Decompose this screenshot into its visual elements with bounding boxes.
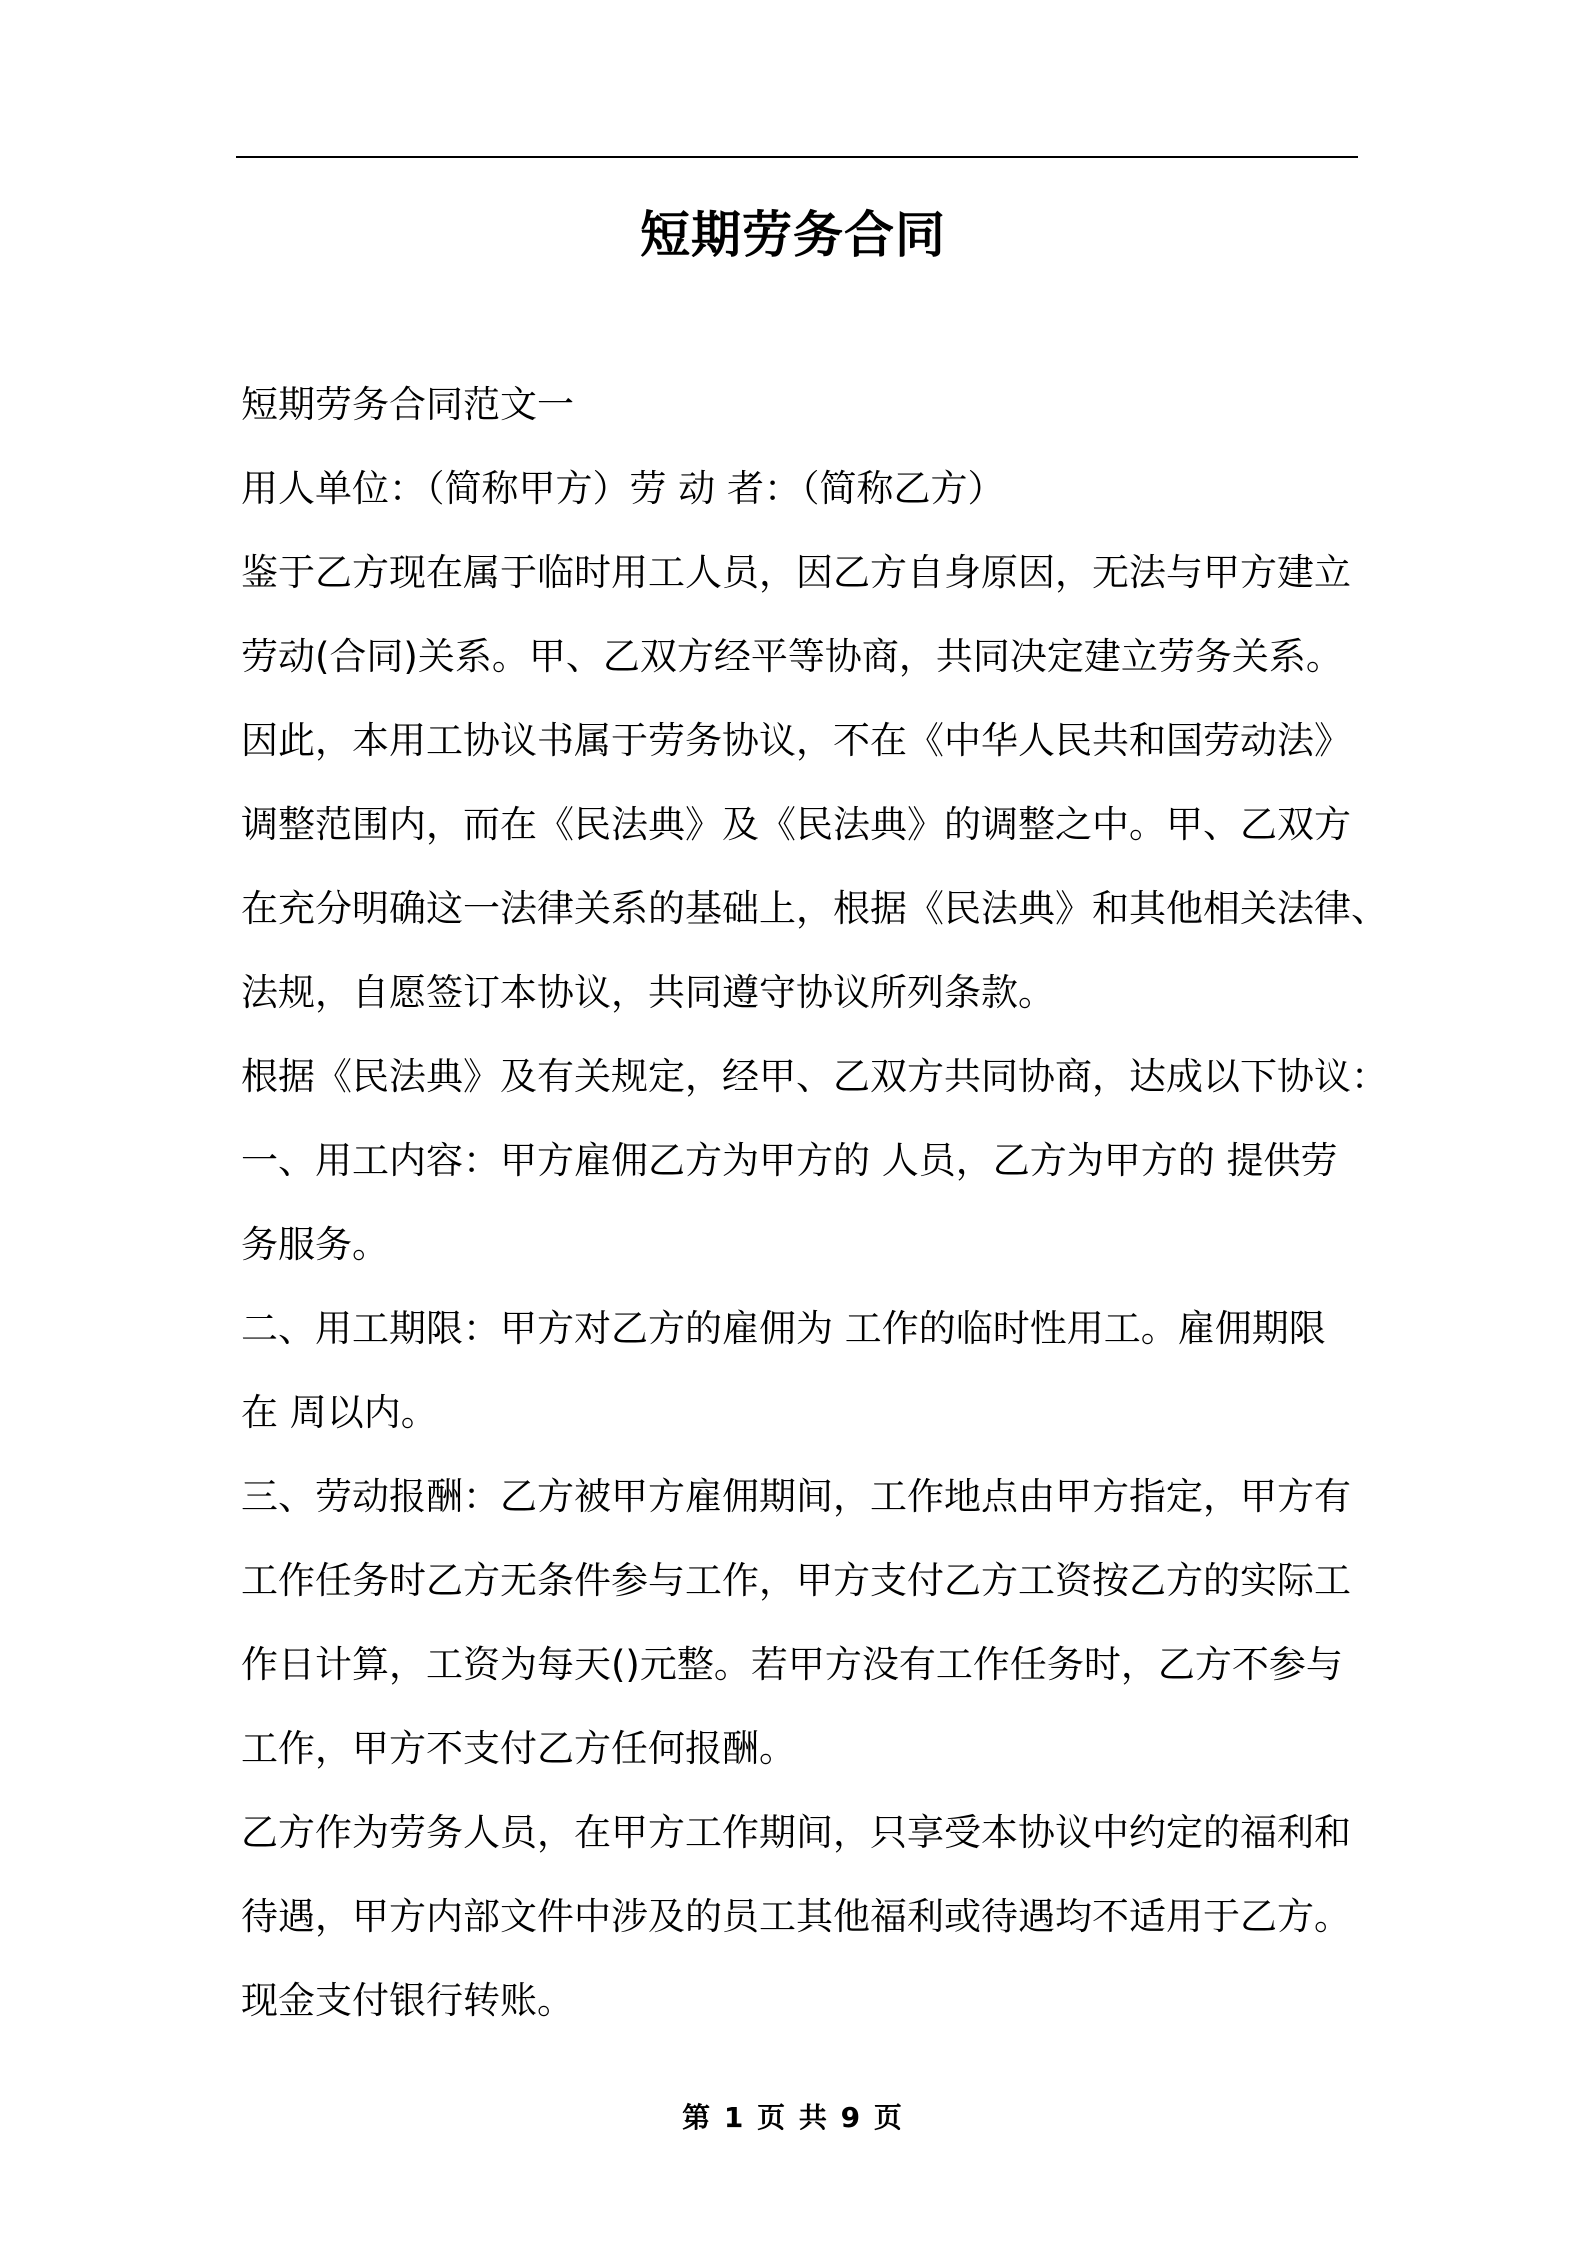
document-title: 短期劳务合同 xyxy=(640,206,946,264)
body-line: 因此，本用工协议书属于劳务协议，不在《中华人民共和国劳动法》 xyxy=(241,719,1351,762)
page-number: 第 1 页 共 9 页 xyxy=(682,2101,904,2134)
body-line: 劳动(合同)关系。甲、乙双方经平等协商，共同决定建立劳务关系。 xyxy=(241,635,1343,678)
body-line: 鉴于乙方现在属于临时用工人员，因乙方自身原因，无法与甲方建立 xyxy=(241,551,1351,594)
body-line: 用人单位：（简称甲方）劳 动 者：（简称乙方） xyxy=(241,467,1005,510)
document-body xyxy=(241,363,1388,2043)
body-line: 作日计算，工资为每天()元整。若甲方没有工作任务时，乙方不参与 xyxy=(241,1643,1343,1686)
body-line: 工作任务时乙方无条件参与工作，甲方支付乙方工资按乙方的实际工 xyxy=(241,1559,1351,1602)
body-line: 调整范围内，而在《民法典》及《民法典》的调整之中。甲、乙双方 xyxy=(241,803,1351,846)
header-rule xyxy=(236,156,1358,158)
body-line: 待遇，甲方内部文件中涉及的员工其他福利或待遇均不适用于乙方。 xyxy=(241,1895,1351,1938)
body-line: 二、用工期限：甲方对乙方的雇佣为 工作的临时性用工。雇佣期限 xyxy=(241,1307,1326,1350)
body-line: 在 周以内。 xyxy=(241,1391,438,1434)
body-line: 三、劳动报酬：乙方被甲方雇佣期间，工作地点由甲方指定，甲方有 xyxy=(241,1475,1351,1518)
body-line: 务服务。 xyxy=(241,1223,389,1266)
body-line: 在充分明确这一法律关系的基础上，根据《民法典》和其他相关法律、 xyxy=(241,887,1388,930)
body-line: 乙方作为劳务人员，在甲方工作期间，只享受本协议中约定的福利和 xyxy=(241,1811,1351,1854)
body-line: 法规，自愿签订本协议，共同遵守协议所列条款。 xyxy=(241,971,1055,1014)
body-line: 工作，甲方不支付乙方任何报酬。 xyxy=(241,1727,796,1770)
body-line: 短期劳务合同范文一 xyxy=(241,383,574,426)
body-line: 现金支付银行转账。 xyxy=(241,1979,574,2022)
body-line: 一、用工内容：甲方雇佣乙方为甲方的 人员，乙方为甲方的 提供劳 xyxy=(241,1139,1338,1182)
body-line: 根据《民法典》及有关规定，经甲、乙双方共同协商，达成以下协议： xyxy=(241,1055,1388,1098)
